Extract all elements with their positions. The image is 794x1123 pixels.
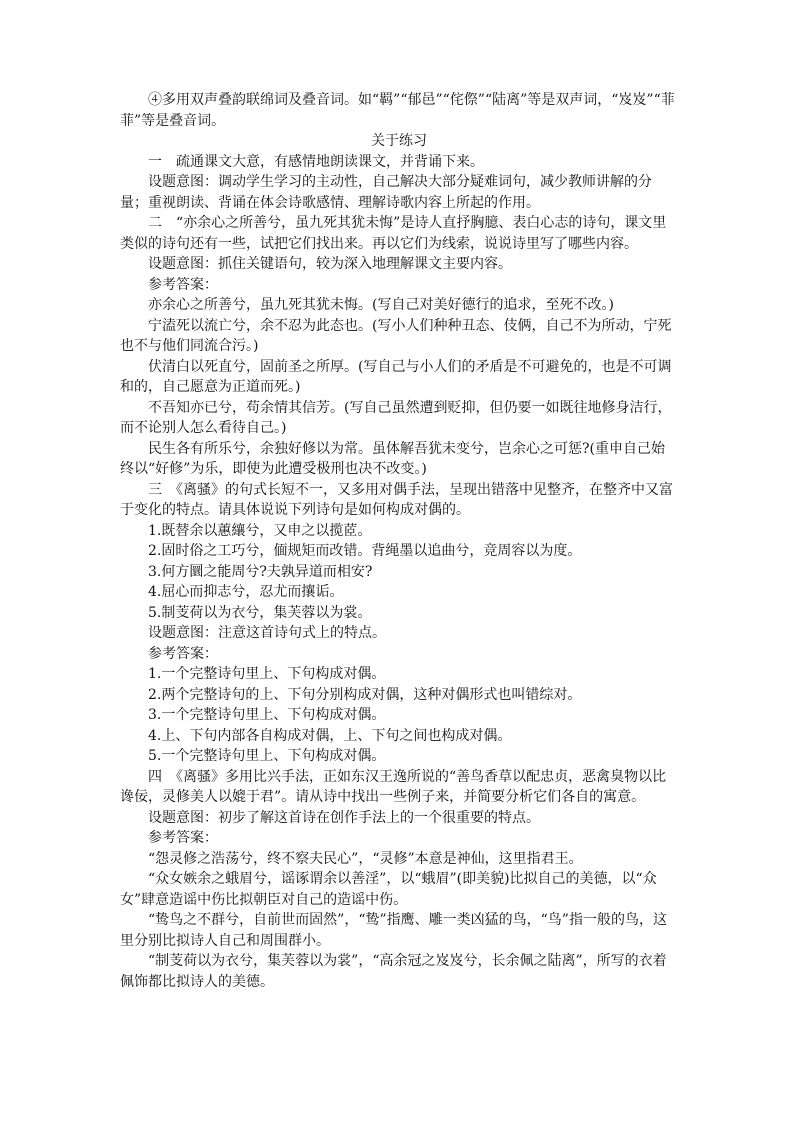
intro-note: ④多用双声叠韵联绵词及叠音词。如“羁”“郁邑”“侘傺”“陆离”等是双声词，“岌岌”“菲菲”等是叠音词。 <box>120 92 675 129</box>
q3-answer-label: 参考答案： <box>148 645 218 662</box>
q2-intent: 设题意图：抓住关键语句，较为深入地理解课文主要内容。 <box>148 256 512 272</box>
q4-intent: 设题意图：初步了解这首诗在创作手法上的一个很重要的特点。 <box>148 809 540 826</box>
q3-answer-4: 4.上、下句内部各自构成对偶，上、下句之间也构成对偶。 <box>148 727 512 744</box>
q2-answer-2: 宁溘死以流亡兮，余不忍为此态也。(写小人们种种丑态、伎俩，自己不为所动，宁死也不与他们同流合污。) <box>120 317 672 354</box>
q3-intent: 设题意图：注意这首诗句式上的特点。 <box>148 625 386 641</box>
q4-answer-label: 参考答案： <box>148 830 218 846</box>
q2-answer-1: 亦余心之所善兮，虽九死其犹未悔。(写自己对美好德行的追求，至死不改。) <box>148 297 614 313</box>
q3-answer-2: 2.两个完整诗句的上、下句分别构成对偶，这种对偶形式也叫错综对。 <box>148 686 582 703</box>
q4-answer-3: “鸷鸟之不群兮，自前世而固然”，“鸷”指鹰、雕一类凶猛的鸟，“鸟”指一般的鸟，这里分别比拟诗人自己和周围群小。 <box>120 912 667 949</box>
q3-item-2: 2.固时俗之工巧兮，偭规矩而改错。背绳墨以追曲兮，竞周容以为度。 <box>148 543 582 559</box>
q3-item-4: 4.屈心而抑志兮，忍尤而攘诟。 <box>148 584 344 600</box>
q3-item-1: 1.既替余以蕙纕兮，又申之以揽茝。 <box>148 522 372 539</box>
q3-question: 三 《离骚》的句式长短不一，又多用对偶手法，呈现出错落中见整齐，在整齐中又富于变化的特点。请具体说说下列诗句是如何构成对偶的。 <box>120 481 673 518</box>
q2-answer-label: 参考答案： <box>148 276 218 293</box>
q3-answer-1: 1.一个完整诗句里上、下句构成对偶。 <box>148 666 386 682</box>
q4-answer-4: “制芰荷以为衣兮，集芙蓉以为裳”，“高余冠之岌岌兮，长余佩之陆离”，所写的衣着佩饰都比拟诗人的美德。 <box>120 953 667 990</box>
q3-item-5: 5.制芰荷以为衣兮，集芙蓉以为裳。 <box>148 604 372 621</box>
q4-answer-2: “众女嫉余之蛾眉兮，谣诼谓余以善淫”，以“蛾眉”(即美貌)比拟自己的美德，以“众女”肆意造谣中伤比拟朝臣对自己的造谣中伤。 <box>120 871 657 908</box>
section-title: 关于练习 <box>371 133 427 149</box>
q2-question: 二 “亦余心之所善兮，虽九死其犹未悔”是诗人直抒胸臆、表白心志的诗句，课文里类似的诗句还有一些，试把它们找出来。再以它们为线索，说说诗里写了哪些内容。 <box>120 215 667 252</box>
q1-question: 一 疏通课文大意，有感情地朗读课文，并背诵下来。 <box>148 153 484 170</box>
q1-intent: 设题意图：调动学生学习的主动性，自己解决大部分疑难词句，减少教师讲解的分量；重视朗读、背诵在体会诗歌感情、理解诗歌内容上所起的作用。 <box>120 174 652 211</box>
q2-answer-3: 伏清白以死直兮，固前圣之所厚。(写自己与小人们的矛盾是不可避免的，也是不可调和的，自己愿意为正道而死。) <box>120 358 672 395</box>
q3-answer-3: 3.一个完整诗句里上、下句构成对偶。 <box>148 707 386 723</box>
q2-answer-4: 不吾知亦已兮，苟余情其信芳。(写自己虽然遭到贬抑，但仍要一如既往地修身洁行，而不论别人怎么看待自己。) <box>120 399 672 436</box>
q3-answer-5: 5.一个完整诗句里上、下句构成对偶。 <box>148 748 386 764</box>
document-page <box>120 90 678 992</box>
q2-answer-5: 民生各有所乐兮，余独好修以为常。虽体解吾犹未变兮，岂余心之可惩?(重申自己始终以“好修”为乐，即使为此遭受极刑也决不改变。) <box>120 440 665 477</box>
q4-answer-1: “怨灵修之浩荡兮，终不察夫民心”，“灵修”本意是神仙，这里指君王。 <box>148 850 583 867</box>
q4-question: 四 《离骚》多用比兴手法，正如东汉王逸所说的“善鸟香草以配忠贞，恶禽臭物以比谗佞，灵修美人以媲于君”。请从诗中找出一些例子来，并简要分析它们各自的寓意。 <box>120 768 667 805</box>
q3-item-3: 3.何方圜之能周兮?夫孰异道而相安? <box>148 563 373 580</box>
